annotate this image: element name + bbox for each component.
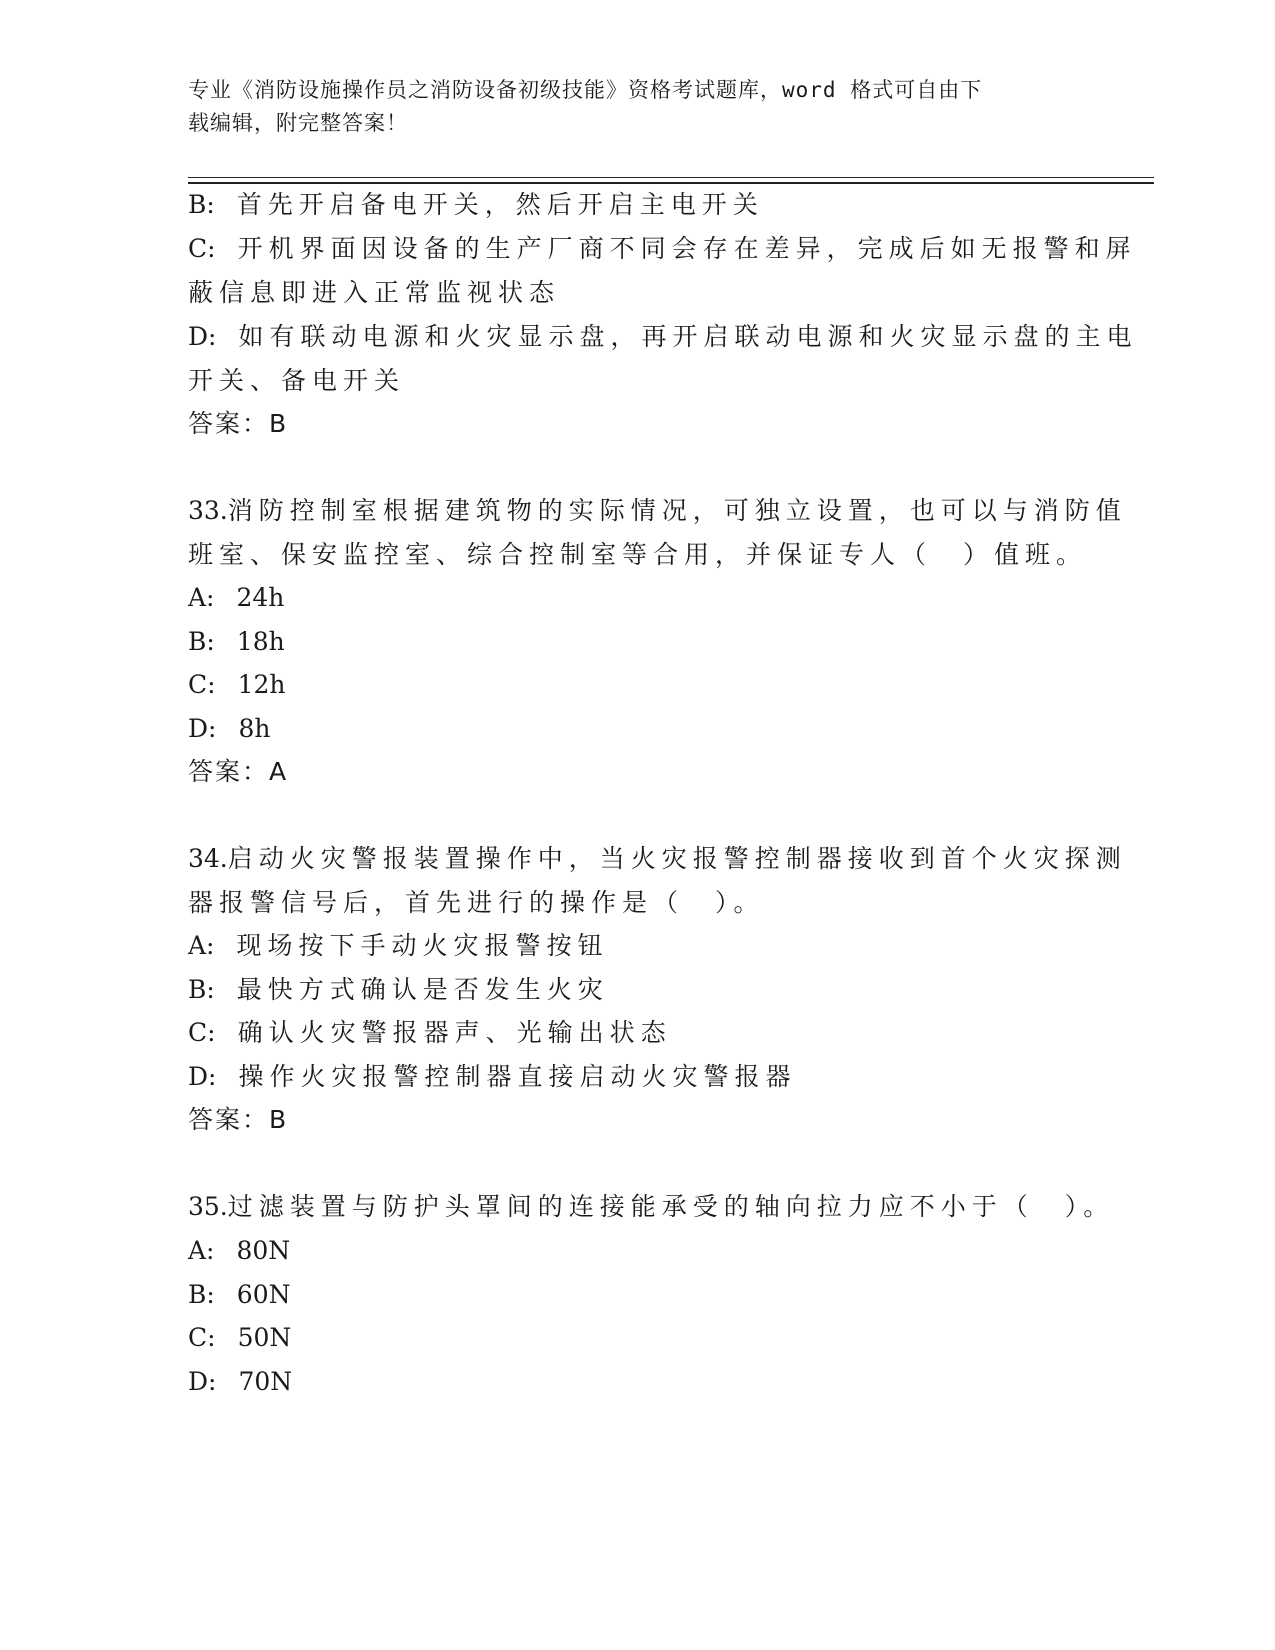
answer-label: 答案： <box>188 1105 270 1134</box>
q34-option-b <box>188 975 609 1005</box>
option-text: 开机界面因设备的生产厂商不同会存在差异，完成后如无报警和屏 <box>237 234 1137 263</box>
answer-value: B <box>269 1105 289 1134</box>
option-label: A: <box>188 583 215 612</box>
option-label: B: <box>188 190 215 219</box>
question-text: 器报警信号后，首先进行的操作是（ ）。 <box>188 888 765 917</box>
option-label: C: <box>188 234 216 263</box>
question-number: 35. <box>188 1192 228 1221</box>
option-text: 操作火灾报警控制器直接启动火灾警报器 <box>238 1062 797 1091</box>
q35-option-c <box>188 1323 291 1353</box>
option-text: 60N <box>236 1280 291 1309</box>
option-text: 蔽信息即进入正常监视状态 <box>188 278 561 307</box>
option-text: 70N <box>238 1367 293 1396</box>
q32-option-c <box>188 234 1137 264</box>
option-label: D: <box>188 1367 217 1396</box>
q34-stem-2 <box>188 888 765 918</box>
q35-stem-1 <box>188 1192 1114 1222</box>
option-text: 50N <box>237 1323 292 1352</box>
question-number: 34. <box>188 844 228 873</box>
header-rule-thin <box>188 177 1154 178</box>
option-text: 24h <box>236 583 285 612</box>
option-label: A: <box>188 1236 215 1265</box>
q34-option-d <box>188 1062 796 1092</box>
option-text: 现场按下手动火灾报警按钮 <box>236 931 609 960</box>
option-text: 18h <box>236 627 285 656</box>
option-label: B: <box>188 627 215 656</box>
q33-answer <box>188 757 288 787</box>
q33-stem-2 <box>188 540 1087 570</box>
option-label: D: <box>188 322 217 351</box>
option-text: 首先开启备电开关，然后开启主电开关 <box>236 190 764 219</box>
q34-option-c <box>188 1018 672 1048</box>
answer-label: 答案： <box>188 409 270 438</box>
option-label: C: <box>188 1018 216 1047</box>
question-text: 消防控制室根据建筑物的实际情况，可独立设置，也可以与消防值 <box>227 496 1127 525</box>
q34-stem-1 <box>188 844 1127 874</box>
question-text: 启动火灾警报装置操作中，当火灾报警控制器接收到首个火灾探测 <box>227 844 1127 873</box>
q33-option-c <box>188 670 285 700</box>
q35-option-b <box>188 1280 290 1310</box>
option-text: 确认火灾警报器声、光输出状态 <box>237 1018 672 1047</box>
option-text: 如有联动电源和火灾显示盘，再开启联动电源和火灾显示盘的主电 <box>238 322 1138 351</box>
q32-option-d-cont <box>188 366 405 396</box>
question-text: 班室、保安监控室、综合控制室等合用，并保证专人（ ）值班。 <box>188 540 1088 569</box>
q32-option-c-cont <box>188 278 560 308</box>
option-label: D: <box>188 1062 217 1091</box>
q33-option-d <box>188 714 270 744</box>
q35-option-a <box>188 1236 290 1266</box>
header-line-1: 专业《消防设施操作员之消防设备初级技能》资格考试题库，word 格式可自由下 <box>188 78 983 102</box>
q33-option-a <box>188 583 284 613</box>
q34-option-a <box>188 931 609 961</box>
question-text: 过滤装置与防护头罩间的连接能承受的轴向拉力应不小于（ ）。 <box>227 1192 1115 1221</box>
q33-option-b <box>188 627 285 657</box>
header-line-2: 载编辑，附完整答案！ <box>188 111 408 135</box>
q35-option-d <box>188 1367 292 1397</box>
answer-value: A <box>269 757 289 786</box>
header-rule-thick <box>188 182 1154 184</box>
option-label: C: <box>188 670 216 699</box>
option-text: 12h <box>237 670 286 699</box>
option-text: 最快方式确认是否发生火灾 <box>236 975 609 1004</box>
option-label: C: <box>188 1323 216 1352</box>
q32-answer <box>188 409 288 439</box>
document-header <box>188 74 1088 140</box>
q32-option-d <box>188 322 1137 352</box>
option-text: 8h <box>238 714 271 743</box>
q32-option-b <box>188 190 764 220</box>
q33-stem-1 <box>188 496 1127 526</box>
option-text: 开关、备电开关 <box>188 366 406 395</box>
answer-label: 答案： <box>188 757 270 786</box>
option-label: D: <box>188 714 217 743</box>
q34-answer <box>188 1105 288 1135</box>
question-number: 33. <box>188 496 228 525</box>
answer-value: B <box>269 409 289 438</box>
option-label: B: <box>188 975 215 1004</box>
option-label: A: <box>188 931 215 960</box>
option-label: B: <box>188 1280 215 1309</box>
option-text: 80N <box>236 1236 291 1265</box>
